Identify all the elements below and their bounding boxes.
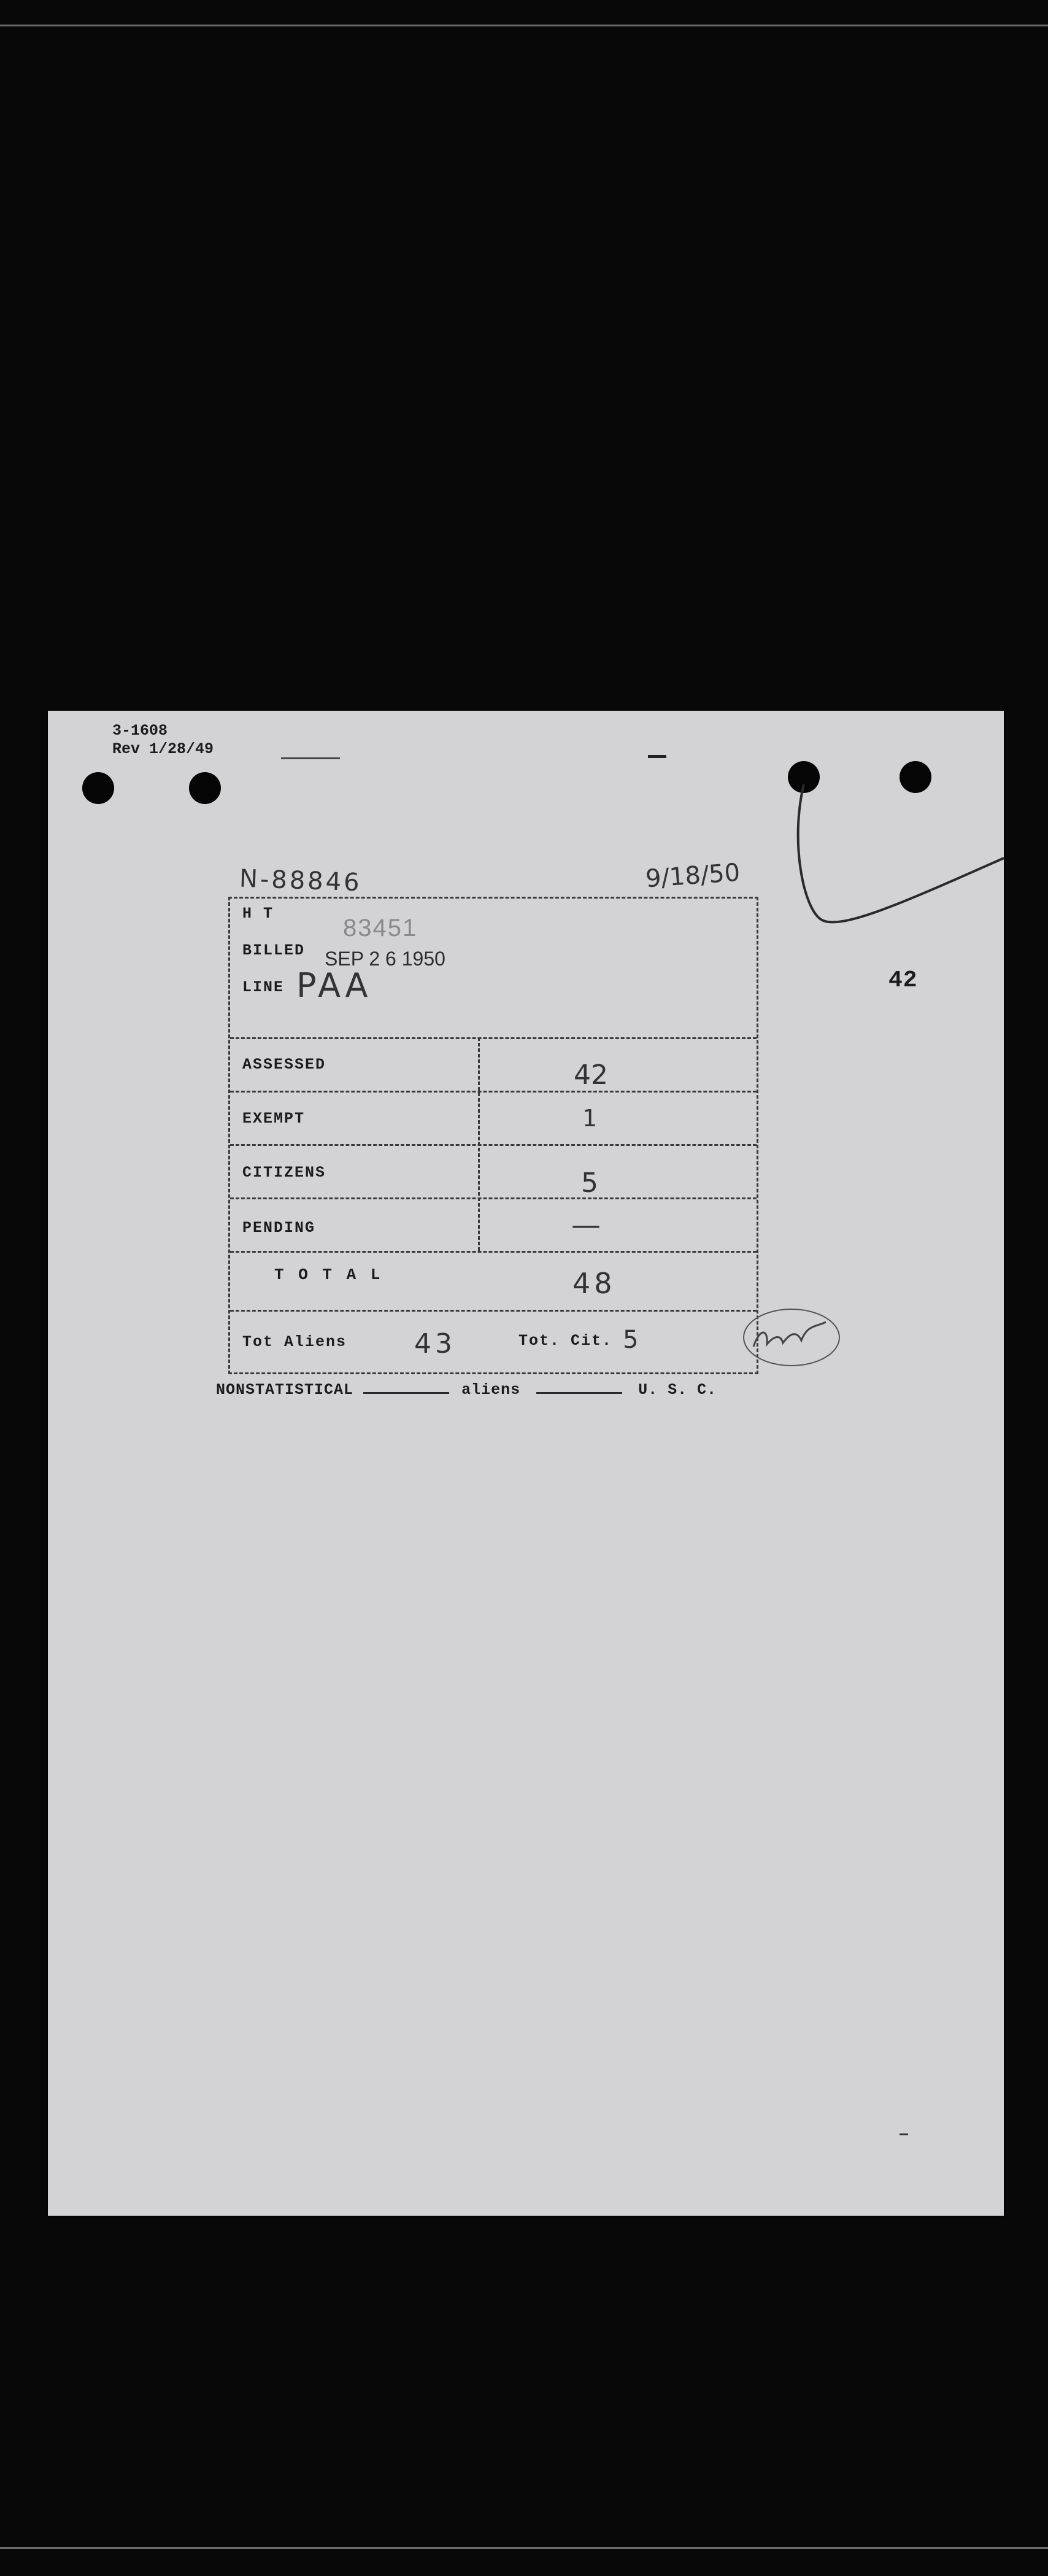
document-page bbox=[48, 711, 1004, 2216]
corner-mark bbox=[900, 2133, 908, 2135]
dash-mark-2 bbox=[648, 755, 666, 758]
punch-hole-1 bbox=[82, 772, 114, 804]
nonstatistical-line bbox=[216, 1381, 717, 1399]
exempt-value: 1 bbox=[582, 1105, 598, 1132]
tot-cit-value: 5 bbox=[623, 1326, 639, 1354]
total-label: T O T A L bbox=[274, 1266, 383, 1284]
stamp-number: 83451 bbox=[343, 915, 418, 942]
total-value: 48 bbox=[572, 1267, 616, 1300]
assessed-label: ASSESSED bbox=[242, 1056, 326, 1073]
assessed-value: 42 bbox=[574, 1059, 608, 1091]
punch-hole-2 bbox=[189, 772, 221, 804]
divider-row-2 bbox=[230, 1144, 757, 1146]
file-number: N-88846 bbox=[239, 864, 363, 897]
tally-form bbox=[228, 897, 758, 1374]
citizens-value: 5 bbox=[581, 1167, 598, 1199]
tot-aliens-label: Tot Aliens bbox=[242, 1333, 347, 1351]
pending-value: — bbox=[571, 1208, 601, 1242]
usc-label: U. S. C. bbox=[638, 1381, 717, 1399]
dash-mark-1 bbox=[281, 757, 340, 759]
ht-label: H T bbox=[242, 905, 274, 922]
scan-edge-bottom bbox=[0, 2547, 1048, 2549]
line-value: PAA bbox=[296, 966, 372, 1005]
stamp-date: SEP 2 6 1950 bbox=[325, 948, 445, 970]
initials-signature bbox=[740, 1304, 843, 1371]
divider-header bbox=[230, 1037, 757, 1039]
pending-label: PENDING bbox=[242, 1219, 316, 1237]
pencil-stroke bbox=[784, 784, 1004, 981]
form-revision: Rev 1/28/49 bbox=[112, 740, 214, 758]
billed-label: BILLED bbox=[242, 942, 306, 959]
divider-row-1 bbox=[230, 1091, 757, 1093]
divider-total bbox=[230, 1310, 757, 1312]
tot-aliens-value: 43 bbox=[414, 1328, 456, 1360]
divider-row-3 bbox=[230, 1197, 757, 1199]
exempt-label: EXEMPT bbox=[242, 1110, 306, 1127]
nonstatistical-label: NONSTATISTICAL bbox=[216, 1381, 354, 1399]
page-number: 42 bbox=[888, 967, 918, 994]
form-number: 3-1608 bbox=[112, 722, 168, 740]
aliens-blank bbox=[536, 1392, 622, 1394]
divider-row-4 bbox=[230, 1251, 757, 1253]
column-divider bbox=[478, 1037, 480, 1251]
citizens-label: CITIZENS bbox=[242, 1164, 326, 1182]
aliens-label: aliens bbox=[461, 1381, 521, 1399]
tot-cit-label: Tot. Cit. bbox=[518, 1332, 613, 1350]
handwritten-date: 9/18/50 bbox=[644, 858, 741, 894]
line-label: LINE bbox=[242, 978, 285, 996]
nonstatistical-blank bbox=[363, 1392, 449, 1394]
scan-edge-top bbox=[0, 25, 1048, 26]
